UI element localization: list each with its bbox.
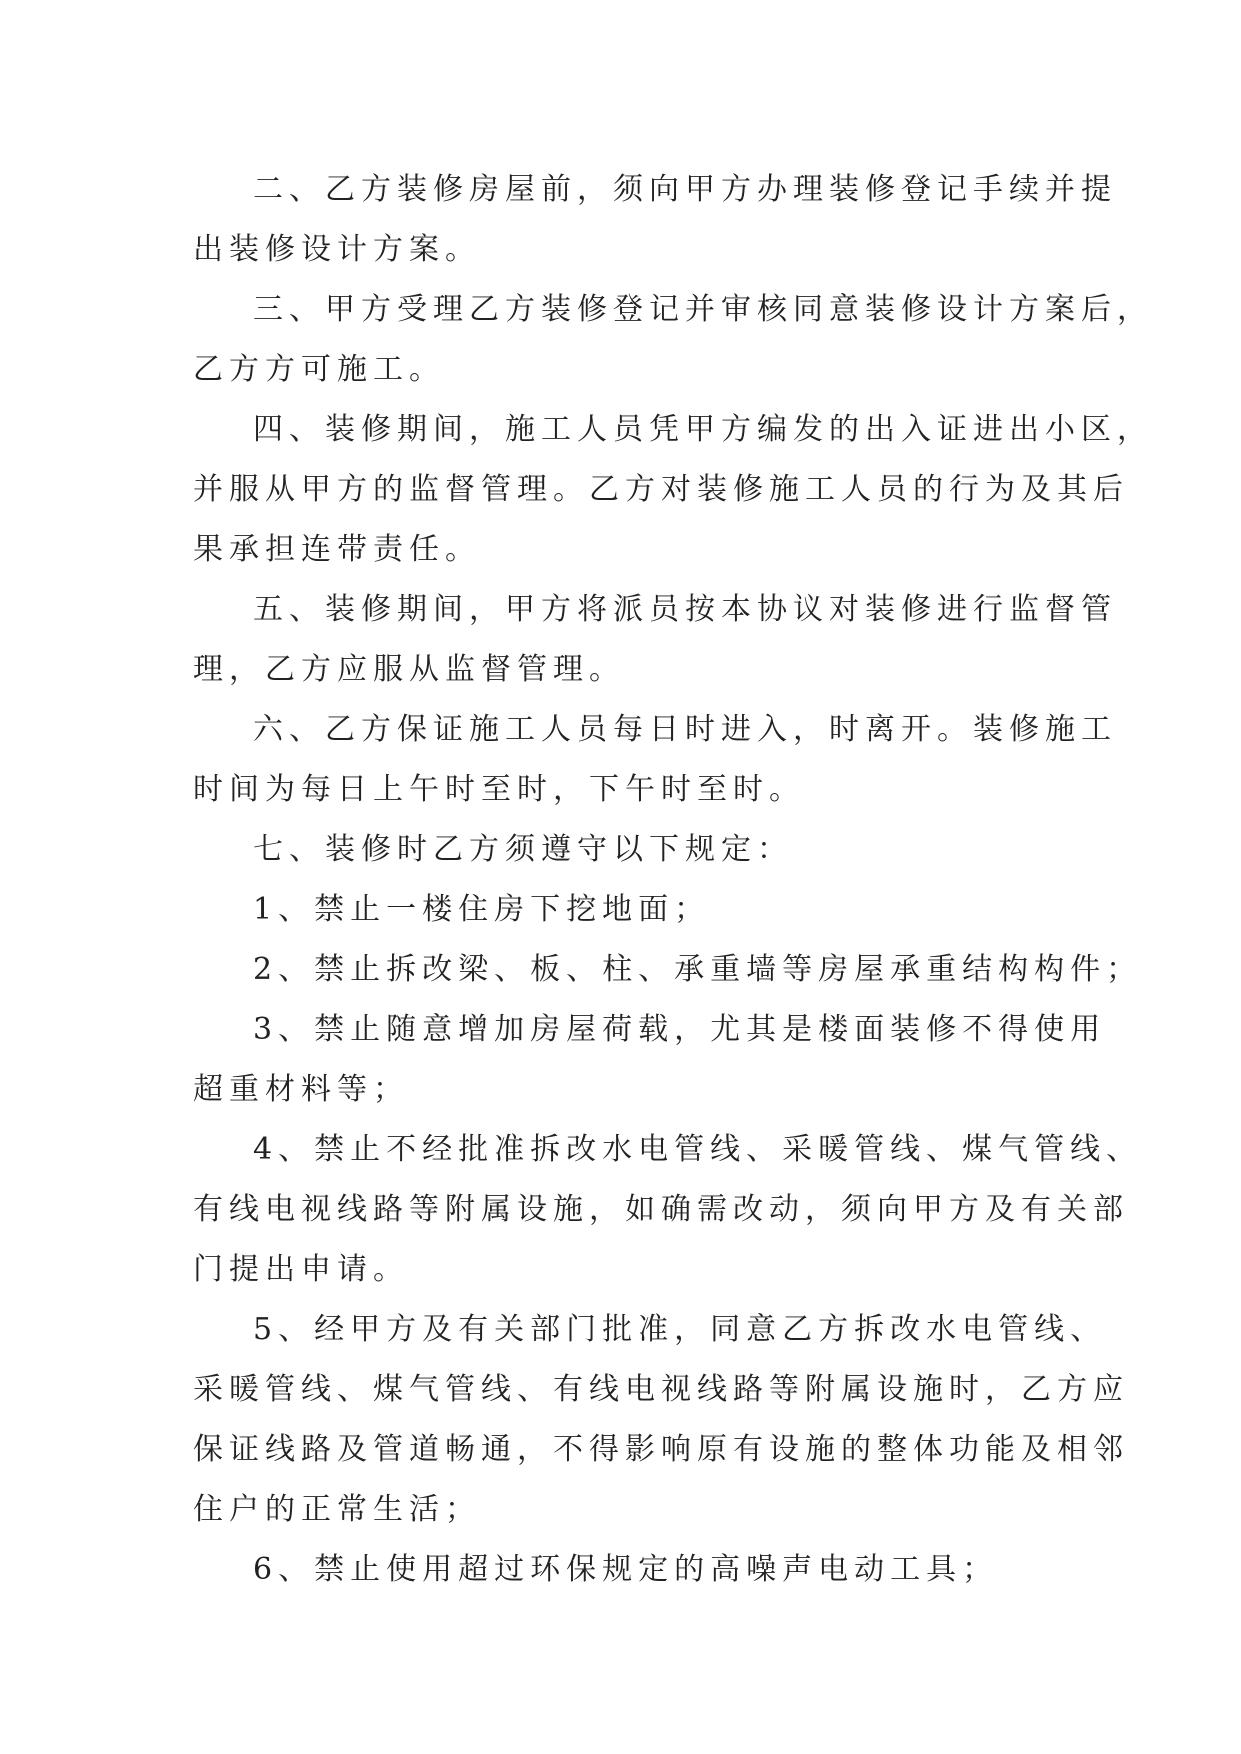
clause-7: [193, 820, 1053, 880]
clause-3: [193, 280, 1153, 400]
text-line: 五、装修期间，甲方将派员按本协议对装修进行监督管: [253, 592, 1117, 627]
text-line: 有线电视线路等附属设施，如确需改动，须向甲方及有关部: [193, 1192, 1129, 1227]
clause-2: [193, 160, 1117, 280]
clause-5: [193, 580, 1117, 700]
text-line: 果承担连带责任。: [193, 532, 481, 567]
text-line: 4、禁止不经批准拆改水电管线、采暖管线、煤气管线、: [253, 1132, 1143, 1167]
document-body: [193, 160, 1153, 1600]
text-line: 七、装修时乙方须遵守以下规定：: [253, 832, 793, 867]
text-line: 1、禁止一楼住房下挖地面；: [253, 892, 711, 927]
text-line: 四、装修期间，施工人员凭甲方编发的出入证进出小区，: [253, 412, 1153, 447]
rule-1: [193, 880, 1053, 940]
text-line: 5、经甲方及有关部门批准，同意乙方拆改水电管线、: [253, 1312, 1107, 1347]
rule-2: [193, 940, 1143, 1000]
text-line: 2、禁止拆改梁、板、柱、承重墙等房屋承重结构构件；: [253, 952, 1143, 987]
text-line: 时间为每日上午时至时，下午时至时。: [193, 772, 805, 807]
text-line: 理，乙方应服从监督管理。: [193, 652, 625, 687]
clause-6: [193, 700, 1117, 820]
rule-5: [193, 1300, 1129, 1540]
text-line: 6、禁止使用超过环保规定的高噪声电动工具；: [253, 1552, 999, 1587]
text-line: 保证线路及管道畅通，不得影响原有设施的整体功能及相邻: [193, 1432, 1129, 1467]
clause-4: [193, 400, 1153, 580]
text-line: 超重材料等；: [193, 1072, 409, 1107]
text-line: 采暖管线、煤气管线、有线电视线路等附属设施时，乙方应: [193, 1372, 1129, 1407]
text-line: 三、甲方受理乙方装修登记并审核同意装修设计方案后，: [253, 292, 1153, 327]
text-line: 乙方方可施工。: [193, 352, 445, 387]
text-line: 门提出申请。: [193, 1252, 409, 1287]
rule-3: [193, 1000, 1107, 1120]
text-line: 3、禁止随意增加房屋荷载，尤其是楼面装修不得使用: [253, 1012, 1107, 1047]
text-line: 出装修设计方案。: [193, 232, 481, 267]
text-line: 六、乙方保证施工人员每日时进入，时离开。装修施工: [253, 712, 1117, 747]
text-line: 二、乙方装修房屋前，须向甲方办理装修登记手续并提: [253, 172, 1117, 207]
rule-4: [193, 1120, 1143, 1300]
text-line: 住户的正常生活；: [193, 1492, 481, 1527]
text-line: 并服从甲方的监督管理。乙方对装修施工人员的行为及其后: [193, 472, 1129, 507]
rule-6: [193, 1540, 1053, 1600]
